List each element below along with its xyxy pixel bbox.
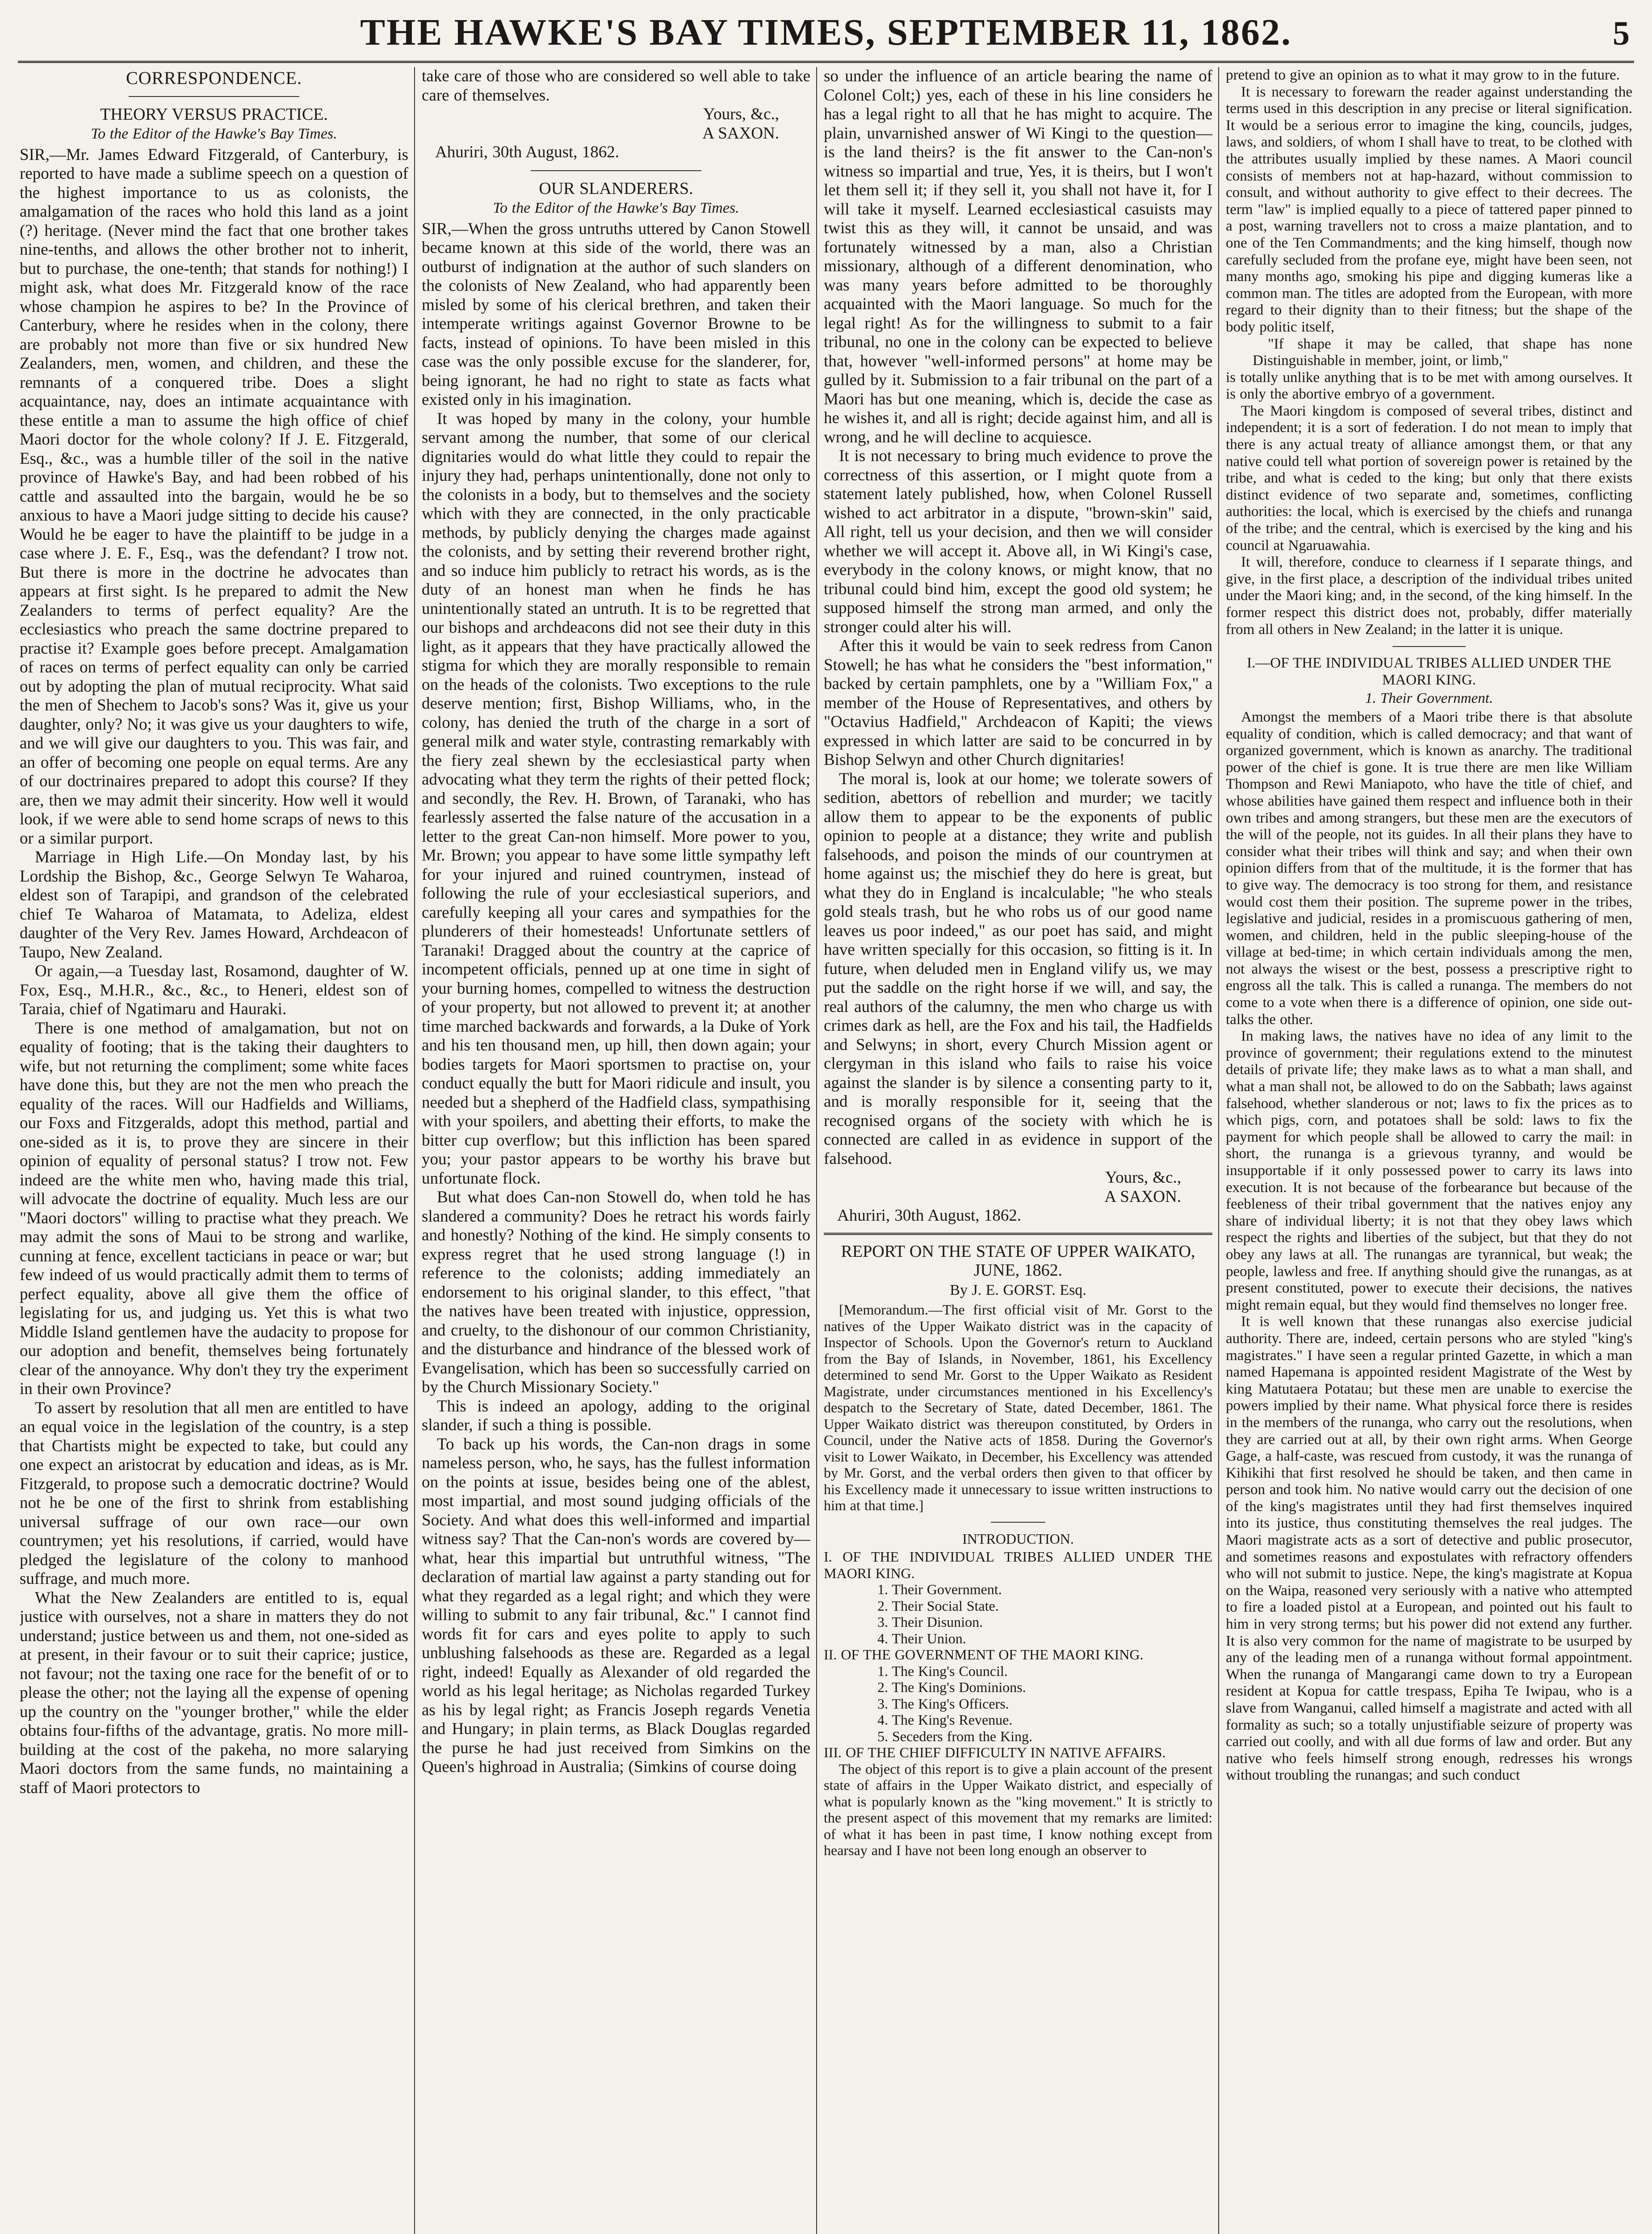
toc-heading: II. OF THE GOVERNMENT OF THE MAORI KING. bbox=[824, 1646, 1144, 1663]
article-paragraph: Marriage in High Life.—On Monday last, by his Lordship the Bishop, &c., George Selwyn Te Waharoa, eldest son of Tarapipi, and grandson of the celebrated chief Te Waharoa of Matamata, to Adeliza, eldest daughter of the Very Rev. James Howard, Archdeacon of Taupo, New Zealand. bbox=[20, 848, 408, 962]
article-paragraph: But what does Can-non Stowell do, when told he has slandered a community? Does he retract his words fairly and honestly? Nothing of the kind. He simply consents to express regret that he used strong language (!) in reference to the colonists; adding immediately an endorsement to his original slander, to this effect, "that the natives have been treated with injustice, oppression, and cruelty, to the dishonour of our common Christianity, and the disturbance and hindrance of the blessed work of Evangelisation, which has been so successfully carried on by the Church Missionary Society." bbox=[422, 1188, 810, 1396]
report-author: By J. E. GORST. Esq. bbox=[950, 1281, 1086, 1298]
letter-dateline: Ahuriri, 30th August, 1862. bbox=[435, 143, 620, 161]
article-paragraph: After this it would be vain to seek redress from Canon Stowell; he has what he considers the "best information," backed by certain pamphlets, one by a "William Fox," a member of the House of Representatives, and others by "Octavius Hadfield," Archdeacon of Kapiti; the views expressed in which latter are said to be concurred in by Bishop Selwyn and other Church dignitaries! bbox=[824, 637, 1212, 769]
article-paragraph: To back up his words, the Can-non drags in some nameless person, who, he says, has the fullest information on the points at issue, besides being one of the ablest, most impartial, and most sound judging officials of the Society. And what does this well-informed and impartial witness say? That the Can-non's words are covered by—what, hear this impartial but untruthful witness, "The declaration of martial law against a party standing out for what they regarded as a legal right; and which they were willing to submit to any fair tribunal, &c." I cannot find words fit for cars and eyes polite to apply to such unblushing falsehoods as these are. Regarded as a legal right, indeed! Equally as Alexander of old regarded the world as his legal heritage; as Nicholas regarded Turkey as his by legal right; as Francis Joseph regards Venetia and Hungary; in plain terms, as Black Douglas regarded the purse he had just received from Simkins on the Queen's highroad in Australia; (Simkins of course doing bbox=[422, 1435, 810, 1776]
newspaper-title: THE HAWKE'S BAY TIMES, SEPTEMBER 11, 1862. bbox=[360, 12, 1292, 53]
quotation: "If shape it may be called, that shape has none Distinguishable in member, joint, or limb," bbox=[1253, 336, 1632, 369]
letter-signature: A SAXON. bbox=[702, 124, 779, 143]
column-1 bbox=[20, 67, 408, 2234]
letter-title: THEORY VERSUS PRACTICE. bbox=[100, 105, 328, 124]
letter-dateline: Ahuriri, 30th August, 1862. bbox=[837, 1206, 1022, 1225]
column-2 bbox=[422, 67, 810, 2234]
section-heading: I.—OF THE INDIVIDUAL TRIBES ALLIED UNDER THE MAORI KING. bbox=[1247, 655, 1611, 688]
page-number: 5 bbox=[1613, 15, 1630, 52]
toc-item: 2. The King's Dominions. bbox=[877, 1679, 1026, 1695]
toc-heading: I. OF THE INDIVIDUAL TRIBES ALLIED UNDER THE MAORI KING. bbox=[824, 1549, 1212, 1581]
article-paragraph: The moral is, look at our home; we tolerate sowers of sedition, abettors of rebellion and murder; we tacitly allow them to appear to be the exponents of public opinion to people at a distance; they write and publish falsehoods, and poison the minds of our countrymen at home against us; the mischief they do here is great, but what they do in England is incalculable; "he who steals gold steals trash, but he who robs us of our good name leaves us poor indeed," as our poet has said, and might have written specially for this occasion, so fitting is it. In future, when deluded men in England vilify us, we may put the saddle on the right horse if we will, and say, the real authors of the calumny, the men who charge us with crimes dark as hell, are the Fox and his tail, the Hadfields and Selwyns; in short, every Church Mission agent or clergyman in this island who fails to raise his voice against the slander is by silence a consenting party to it, and is morally responsible for it, seeing that the recognised organs of the society with which he is connected are called in as evidence in support of the falsehood. bbox=[824, 769, 1212, 1168]
toc-item: 3. Their Disunion. bbox=[877, 1614, 983, 1630]
report-title: REPORT ON THE STATE OF UPPER WAIKATO, JUNE, 1862. bbox=[841, 1242, 1195, 1280]
article-paragraph: Amongst the members of a Maori tribe there is that absolute equality of condition, which is called democracy; and that want of organized government, which is known as anarchy. The traditional power of the chief is gone. It is true there are men like William Thompson and Rewi Maniapoto, who have the title of chief, and whose abilities have gained them respect and influence both in their own tribes and among strangers, but these men are the executors of the will of the people, not its guides. In all their plans they have to consider what their tribes will think and say; and when their own opinion differs from that of the multitude, it is the former that has to give way. The democracy is too strong for them, and resistance would cost them their position. The supreme power in the tribes, legislative and judicial, resides in a promiscuous gathering of men, women, and children, held in the public sleeping-house of the village at bed-time; in which certain individuals among the men, not always the wisest or the best, possess a prescriptive right to engross all the talk. This is called a runanga. The members do not come to a vote when there is a difference of opinion, one side out-talks the other. bbox=[1226, 709, 1632, 1028]
letter-signature: A SAXON. bbox=[1104, 1187, 1181, 1206]
column-3 bbox=[824, 67, 1212, 2234]
article-paragraph: To assert by resolution that all men are entitled to have an equal voice in the legislation of the country, is a step that Chartists might be expected to take, but could any one expect an aristocrat by education and ideas, as is Mr. Fitzgerald, to propose such a democratic doctrine? Would not he be one of the first to shrink from establishing universal suffrage of our own race—our own countrymen; yet his resolutions, if carried, would have pledged the legislature of the colony to manhood suffrage, and much more. bbox=[20, 1398, 408, 1588]
article-paragraph: SIR,—When the gross untruths uttered by Canon Stowell became known at this side of the world, there was an outburst of indignation at the author of such slanders on the colonists of New Zealand, who had apparently been misled by some of his clerical brethren, and taken their intemperate writings against Governor Browne to be facts, instead of opinions. To have been misled in this case was the only possible excuse for the slanderer, for, being ignorant, he had no right to state as facts what existed only in his imagination. bbox=[422, 219, 810, 409]
article-paragraph: What the New Zealanders are entitled to is, equal justice with ourselves, not a share in matters they do not understand; justice between us and them, not one-sided as at present, in their favour or to suit their caprice; justice, not favour; not the taxing one race for the benefit of or to please the other; not the laying all the expense of opening up the country on the "younger brother," while the elder obtains four-fifths of the advantage, gratis. No more mill-building at the cost of the pakeha, no more salarying Maori doctors from the same funds, no maintaining a staff of Maori protectors to bbox=[20, 1588, 408, 1797]
letter-salutation: To the Editor of the Hawke's Bay Times. bbox=[91, 126, 337, 142]
article-paragraph: In making laws, the natives have no idea of any limit to the province of government; their regulations extend to the minutest details of private life; they make laws as to what a man shall, and what a man shall not, be allowed to do on the Sabbath; laws against falsehood, whether slanderous or not; laws to fix the prices as to which pigs, corn, and potatoes shall be sold: laws to fix the payment for which people shall be allowed to carry the mail: in short, the runanga is a grievous tyranny, and would be insupportable if it only possessed power to carry its laws into execution. It is not because of the forbearance but because of the feebleness of their tribal government that the natives enjoy any share of individual liberty; it is not that they obey laws which respect the rights and liberties of the subject, but that they do not obey any laws at all. The runangas are tyrannical, but weak; the people, lawless and free. If anything should give the runangas, as at present constituted, power to execute their decisions, the natives might remain equal, but they would find themselves no longer free. bbox=[1226, 1028, 1632, 1313]
article-paragraph: The Maori kingdom is composed of several tribes, distinct and independent; it is a sort of federation. I do not mean to imply that there is any actual treaty of alliance amongst them, or that any native could tell what portion of sovereign power is retained by the tribe, and what is ceded to the king; but only that there exists distinct evidence of two separate and, sometimes, conflicting authorities: the local, which is exercised by the chiefs and runanga of the tribe; and the central, which is exercised by the king and his council at Ngaruawahia. bbox=[1226, 403, 1632, 554]
letter-closing: Yours, &c., bbox=[703, 105, 779, 123]
report-memorandum: [Memorandum.—The first official visit of Mr. Gorst to the natives of the Upper Waikato district was in the capacity of Inspector of Schools. Upon the Governor's return to Auckland from the Bay of Islands, in November, 1861, his Excellency determined to send Mr. Gorst to the Upper Waikato as Resident Magistrate, under circumstances mentioned in his Excellency's despatch to the Secretary of State, dated December, 1861. The Upper Waikato district was thereupon constituted, by Orders in Council, under the Native acts of 1858. During the Governor's visit to Lower Waikato, in December, his Excellency was attended by Mr. Gorst, and the verbal orders then given to that officer by his Excellency made it unnecessary to issue written instructions to him at that time.] bbox=[824, 1302, 1212, 1513]
article-paragraph: This is indeed an apology, adding to the original slander, if such a thing is possible. bbox=[422, 1397, 810, 1434]
column-rule bbox=[414, 67, 415, 2234]
column-rule bbox=[816, 67, 817, 2234]
toc-item: 2. Their Social State. bbox=[877, 1597, 999, 1614]
article-paragraph: pretend to give an opinion as to what it may grow to in the future. bbox=[1226, 67, 1620, 83]
divider bbox=[991, 1522, 1045, 1523]
article-paragraph: It is not necessary to bring much evidence to prove the correctness of this assertion, or I might quote from a statement lately published, how, when Colonel Russell wished to act arbitrator in a dispute, "brown-skin" said, All right, tell us your decision, and then we will consider whether we will accept it. Above all, in Wi Kingi's case, everybody in the colony knows, or might know, that no tribunal could bind him, except the good old system; he supposed himself the strong man armed, and only the stronger could alter his will. bbox=[824, 447, 1212, 636]
subsection-heading: 1. Their Government. bbox=[1365, 690, 1493, 707]
introduction-heading: INTRODUCTION. bbox=[962, 1530, 1074, 1547]
article-paragraph: It is well known that these runangas also exercise judicial authority. There are, indeed, certain persons who are styled "king's magistrates." I have seen a regular printed Gazette, in which a man named Hapemana is appointed resident Magistrate of the West by king Matutaera Potatau; but these men are unable to exercise the powers implied by their name. What physical force there is resides in the members of the runanga, who carry out the resolutions, when they are carried out at all, by their own right arms. When George Gage, a half-caste, was rescued from custody, it was the runanga of Kihikihi that first resolved he should be taken, and then came in person and took him. No native would carry out the decision of one of the king's magistrates until they had first themselves inquired into its justice, thus constituting themselves the real judges. The Maori magistrate acts as a sort of detective and public prosecutor, and sometimes reasons and expostulates with refractory offenders who will not submit to justice. Nepe, the king's magistrate at Kopua on the Waipa, reasoned very seriously with a native who attempted to fire a loaded pistol at a European, and pointed out his fault to him in very strong terms; but his power did not extend any further. It is also very common for the name of magistrate to be usurped by any of the leading men of a runanga without formal appointment. When the runanga of Mangarangi came down to try a European resident at Kopua for cattle trespass, Epiha Te Iwipau, who is a slave from Wanganui, called himself a magistrate and acted with all formality as such; so a totally unjustifiable seizure of property was carried out coolly, and with all due forms of law and order. But any native who feels himself strong enough, redresses his wrongs without troubling the runangas; and such conduct bbox=[1226, 1314, 1632, 1784]
article-paragraph: SIR,—Mr. James Edward Fitzgerald, of Canterbury, is reported to have made a sublime speech on a question of the highest importance to us as colonists, the amalgamation of the races who hold this land as a joint (?) heritage. (Never mind the fact that one brother takes nine-tenths, and allows the other brother not to inherit, but to purchase, the one-tenth; that stands for nothing!) I might ask, what does Mr. Fitzgerald know of the race whose champion he aspires to be? In the Province of Canterbury, where he resides when in the colony, there are probably not more than five or six hundred New Zealanders, men, women, and children, and these the remnants of a conquered tribe. Does a slight acquaintance, nay, does an intimate acquaintance with these entitle a man to assume the high office of chief Maori doctor for the whole colony? If J. E. Fitzgerald, Esq., &c., was a humble tiller of the soil in the native province of Hawke's Bay, and had been robbed of his cattle and assaulted into the bargain, would he be so anxious to have a Maori judge sitting to decide his cause? Would he be eager to have the plaintiff to be judge in a case where J. E. F., Esq., was the defendant? I trow not. But there is more in the doctrine he advocates than appears at first sight. Is he prepared to admit the New Zealanders to terms of perfect equality? Are the ecclesiastics who preach the same doctrine prepared to practise it? Example goes before precept. Amalgamation of races on terms of perfect equality can only be carried out by adopting the plan of mutual reciprocity. What said the men of Shechem to Jacob's sons? Was it, give us your daughter, only? No; it was give us your daughters to wife, and we will give our daughters to you. This was fair, and an offer of becoming one people on equal terms. Are any of our doctrinaires prepared to adopt this course? If they are, then we may admit their sincerity. How well it would look, if we were able to send home scraps of news to this or a similar purport. bbox=[20, 145, 408, 848]
column-rule bbox=[1218, 67, 1219, 2234]
toc-item: 4. Their Union. bbox=[877, 1630, 966, 1646]
toc-item: 1. Their Government. bbox=[877, 1581, 1002, 1597]
divider bbox=[129, 96, 300, 97]
letter-title: OUR SLANDERERS. bbox=[539, 179, 693, 198]
toc-item: 5. Seceders from the King. bbox=[877, 1728, 1033, 1744]
article-paragraph: The object of this report is to give a plain account of the present state of affairs in the Upper Waikato district, and especially of what is popularly known as the "king movement." It is strictly to the present aspect of this movement that my remarks are limited: of what it has been in past time, I know nothing except from hearsay and I have not been long enough an observer to bbox=[824, 1760, 1212, 1858]
toc-item: 4. The King's Revenue. bbox=[877, 1712, 1013, 1728]
divider bbox=[1392, 646, 1466, 647]
article-paragraph: It will, therefore, conduce to clearness if I separate things, and give, in the first place, a description of the individual tribes united under the Maori king; and, in the second, of the king himself. In the former respect this district does not, probably, differ materially from all others in New Zealand; in the latter it is unique. bbox=[1226, 554, 1632, 638]
letter-closing: Yours, &c., bbox=[1105, 1168, 1181, 1187]
article-paragraph: is totally unlike anything that is to be met with among ourselves. It is only the abortive embryo of a government. bbox=[1226, 369, 1632, 403]
article-paragraph: take care of those who are considered so well able to take care of themselves. bbox=[422, 67, 810, 105]
article-paragraph: It is necessary to forewarn the reader against understanding the terms used in this description in any precise or literal signification. It would be a serious error to imagine the king, councils, judges, laws, and soldiers, of whom I shall have to treat, to be clothed with the attributes usually implied by these names. A Maori council consists of members not at hap-hazard, without commission to consult, and without authority to give effect to their decrees. The term "law" is implied equally to a piece of tattered paper pinned to a post, warning travellers not to cross a maize plantation, and to one of the Ten Commandments; and the king himself, though now carefully secluded from the profane eye, might have been seen, not many months ago, smoking his pipe and digging kumeras like a common man. The titles are adopted from the European, with more regard to their dignity than to their fitness; but the shape of the body politic itself, bbox=[1226, 84, 1632, 335]
divider bbox=[531, 170, 702, 171]
article-paragraph: so under the influence of an article bearing the name of Colonel Colt;) yes, each of these in his line considers he has a legal right to all that he has might to acquire. The plain, unvarnished answer of Wi Kingi to the question—is the land theirs? is the fit answer to the Can-non's witness so impartial and true, Yes, it is theirs, but I won't let them sell it; if they sell it, you shall not have it, for I will take it myself. Learned ecclesiastical casuists may twist this as they will, it cannot be unsaid, and was fortunately witnessed by a man, also a Christian missionary, although of a different denomination, who was many years before admitted to be thoroughly acquainted with the Maori language. So much for the legal right! As for the willingness to submit to a fair tribunal, no one in the colony can be expected to believe that, however "well-informed persons" at home may be gulled by it. Submission to a fair tribunal on the part of a Maori has but one meaning, which is, decide the case as he wishes it, and all is right; decide against him, and all is wrong, and he will decline to acquiesce. bbox=[824, 67, 1212, 446]
article-paragraph: There is one method of amalgamation, but not on equality of footing; that is the taking their daughters to wife, but not returning the compliment; some white faces have done this, but they are not the men who preach the equality of the races. Will our Hadfields and Williams, our Foxs and Fitzgeralds, adopt this method, partial and one-sided as it is, to prove they are sincere in their opinion of equality of personal status? I trow not. Few indeed are the white men who, having made this trial, will advocate the doctrine of equality. Much less are our "Maori doctors" willing to practise what they preach. We may admit the sons of Maui to be strong and warlike, cunning at fence, excellent tacticians in peace or war; but few indeed of us would practically admit them to terms of perfect equality, above all give them the office of legislating for us, and judging us. Yet this is what two Middle Island gentlemen have the audacity to propose for our adoption and benefit, themselves being fortunately clear of the annoyance. Why don't they try the experiment in their own Province? bbox=[20, 1019, 408, 1398]
article-paragraph: Or again,—a Tuesday last, Rosamond, daughter of W. Fox, Esq., M.H.R., &c., &c., to Heneri, eldest son of Taraia, chief of Ngatimaru and Hauraki. bbox=[20, 962, 408, 1018]
toc-heading: III. OF THE CHIEF DIFFICULTY IN NATIVE AFFAIRS. bbox=[824, 1744, 1166, 1760]
article-paragraph: It was hoped by many in the colony, your humble servant among the number, that some of our clerical dignitaries would do what little they could to repair the injury they had, perhaps unintentionally, done not only to the colonists in a body, but to themselves and the society which with they are connected, in the only practicable methods, by publicly denying the charges made against the colonists, and by setting their reverend brother right, and so induce him publicly to retract his words, as is the duty of an honest man when he finds he has unintentionally stated an untruth. It is to be regretted that our bishops and archdeacons did not see their duty in this light, as it appears that they have practically allowed the stigma for which they are morally responsible to remain on the heads of the colonists. Two exceptions to the rule deserve mention; first, Bishop Williams, who, in the colony, has denied the truth of the charge in a sort of general milk and water style, contrasting remarkably with the fiery zeal shewn by the ecclesiastical party when advocating what they term the rights of their petted flock; and secondly, the Rev. H. Brown, of Taranaki, who has fearlessly asserted the false nature of the accusation in a letter to the great Can-non himself. More power to you, Mr. Brown; you appear to have some little sympathy left for your injured and ruined countrymen, instead of following the rule of your ecclesiastical superiors, and carefully keeping all your cares and sympathies for the plunderers of their homesteads! Unfortunate settlers of Taranaki! Dragged about the country at the caprice of incompetent officials, penned up at one time in sight of your burning homes, compelled to witness the destruction of your property, but not allowed to prevent it; at another time marched backwards and forwards, a la Duke of York and his ten thousand men, up hill, then down again; your bodies targets for Maori sportsmen to practise on, your conduct equally the butt for Maori ridicule and insult, you needed but a shepherd of the Hadfield class, sympathising with your spoilers, and abetting their efforts, to make the bitter cup overflow; but this infliction has been spared you; your pastor appears to be worthy his brave but unfortunate flock. bbox=[422, 409, 810, 1188]
toc-item: 3. The King's Officers. bbox=[877, 1695, 1009, 1712]
column-4 bbox=[1226, 67, 1632, 2234]
section-heading: CORRESPONDENCE. bbox=[126, 68, 302, 88]
table-of-contents bbox=[824, 1549, 1212, 1761]
divider bbox=[824, 1233, 1212, 1235]
letter-salutation: To the Editor of the Hawke's Bay Times. bbox=[493, 200, 739, 216]
toc-item: 1. The King's Council. bbox=[877, 1663, 1008, 1679]
masthead bbox=[18, 8, 1634, 63]
